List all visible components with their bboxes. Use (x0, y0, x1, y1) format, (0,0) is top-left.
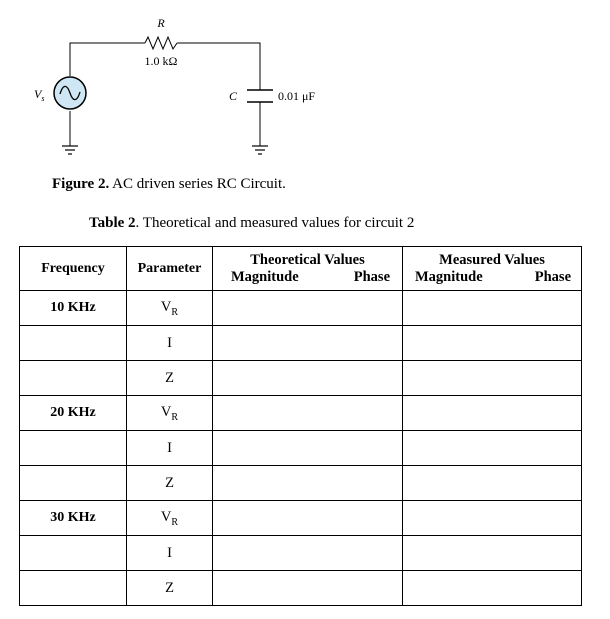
measured-value-cell[interactable] (403, 431, 582, 466)
frequency-cell (20, 361, 127, 396)
frequency-value: 30 KHz (50, 510, 96, 525)
resistor-label: R (157, 16, 165, 30)
parameter-value: I (167, 334, 172, 351)
frequency-cell (20, 396, 127, 431)
capacitor-label: C (229, 89, 238, 103)
measured-value-cell[interactable] (403, 326, 582, 361)
theoretical-value-cell[interactable] (213, 326, 403, 361)
frequency-value: 10 KHz (50, 300, 96, 315)
frequency-cell (20, 326, 127, 361)
ground-symbol-source (62, 146, 78, 154)
parameter-cell (127, 431, 213, 466)
parameter-cell (127, 291, 213, 326)
frequency-cell (20, 291, 127, 326)
table-row (20, 501, 582, 536)
table-body (20, 291, 582, 606)
frequency-cell (20, 466, 127, 501)
theoretical-title: Theoretical Values (250, 251, 365, 268)
table-row (20, 571, 582, 606)
parameter-cell (127, 361, 213, 396)
parameter-value: I (167, 439, 172, 456)
parameter-cell (127, 466, 213, 501)
theoretical-value-cell[interactable] (213, 501, 403, 536)
figure-caption-text: AC driven series RC Circuit. (109, 176, 286, 192)
measured-value-cell[interactable] (403, 396, 582, 431)
table-row (20, 431, 582, 466)
rc-circuit-diagram (0, 0, 610, 170)
measured-value-cell[interactable] (403, 291, 582, 326)
capacitor-value: 0.01 μF (278, 89, 316, 103)
theoretical-value-cell[interactable] (213, 396, 403, 431)
parameter-value: $V_R$ (160, 403, 179, 423)
frequency-cell (20, 501, 127, 536)
source-label-v: V (34, 87, 42, 101)
parameter-cell (127, 326, 213, 361)
parameter-value: $V_R$ (160, 298, 179, 318)
parameter-cell (127, 536, 213, 571)
table-header-row (20, 247, 582, 291)
table-row (20, 536, 582, 571)
frequency-cell (20, 431, 127, 466)
frequency-cell (20, 536, 127, 571)
figure-caption-label: Figure 2. (52, 176, 110, 192)
theoretical-value-cell[interactable] (213, 466, 403, 501)
ground-symbol-capacitor (252, 146, 268, 154)
parameter-value: Z (165, 474, 174, 491)
resistor-value: 1.0 kΩ (144, 54, 178, 68)
values-table (19, 246, 582, 606)
ac-source-symbol (54, 77, 86, 109)
parameter-value: Z (165, 369, 174, 386)
parameter-cell (127, 501, 213, 536)
resistor-symbol (145, 37, 177, 49)
measured-value-cell[interactable] (403, 466, 582, 501)
figure-caption (52, 176, 286, 193)
table-row (20, 466, 582, 501)
table-row (20, 326, 582, 361)
theoretical-value-cell[interactable] (213, 571, 403, 606)
theoretical-value-cell[interactable] (213, 536, 403, 571)
header-measured (403, 247, 582, 291)
header-frequency: Frequency (20, 247, 127, 291)
theoretical-value-cell[interactable] (213, 361, 403, 396)
capacitor-symbol (247, 90, 273, 102)
table-row (20, 396, 582, 431)
parameter-value: Z (165, 579, 174, 596)
parameter-value: $V_R$ (160, 508, 179, 528)
source-label (34, 87, 44, 103)
table-row (20, 361, 582, 396)
measured-phase-header: Phase (534, 268, 571, 285)
table-row (20, 291, 582, 326)
theoretical-magnitude-header: Magnitude (231, 268, 299, 285)
source-label-sub: s (41, 94, 45, 103)
header-theoretical (213, 247, 403, 291)
frequency-cell (20, 571, 127, 606)
measured-value-cell[interactable] (403, 501, 582, 536)
header-parameter: Parameter (127, 247, 213, 291)
parameter-cell (127, 571, 213, 606)
measured-value-cell[interactable] (403, 361, 582, 396)
table-caption (89, 215, 414, 232)
parameter-cell (127, 396, 213, 431)
measured-value-cell[interactable] (403, 571, 582, 606)
theoretical-phase-header: Phase (353, 268, 390, 285)
frequency-value: 20 KHz (50, 405, 96, 420)
parameter-value: I (167, 544, 172, 561)
measured-title: Measured Values (439, 251, 545, 268)
measured-value-cell[interactable] (403, 536, 582, 571)
theoretical-value-cell[interactable] (213, 291, 403, 326)
table-caption-text: . Theoretical and measured values for circuit 2 (135, 215, 415, 231)
table-caption-label: Table 2 (89, 215, 136, 231)
theoretical-value-cell[interactable] (213, 431, 403, 466)
measured-magnitude-header: Magnitude (415, 268, 483, 285)
